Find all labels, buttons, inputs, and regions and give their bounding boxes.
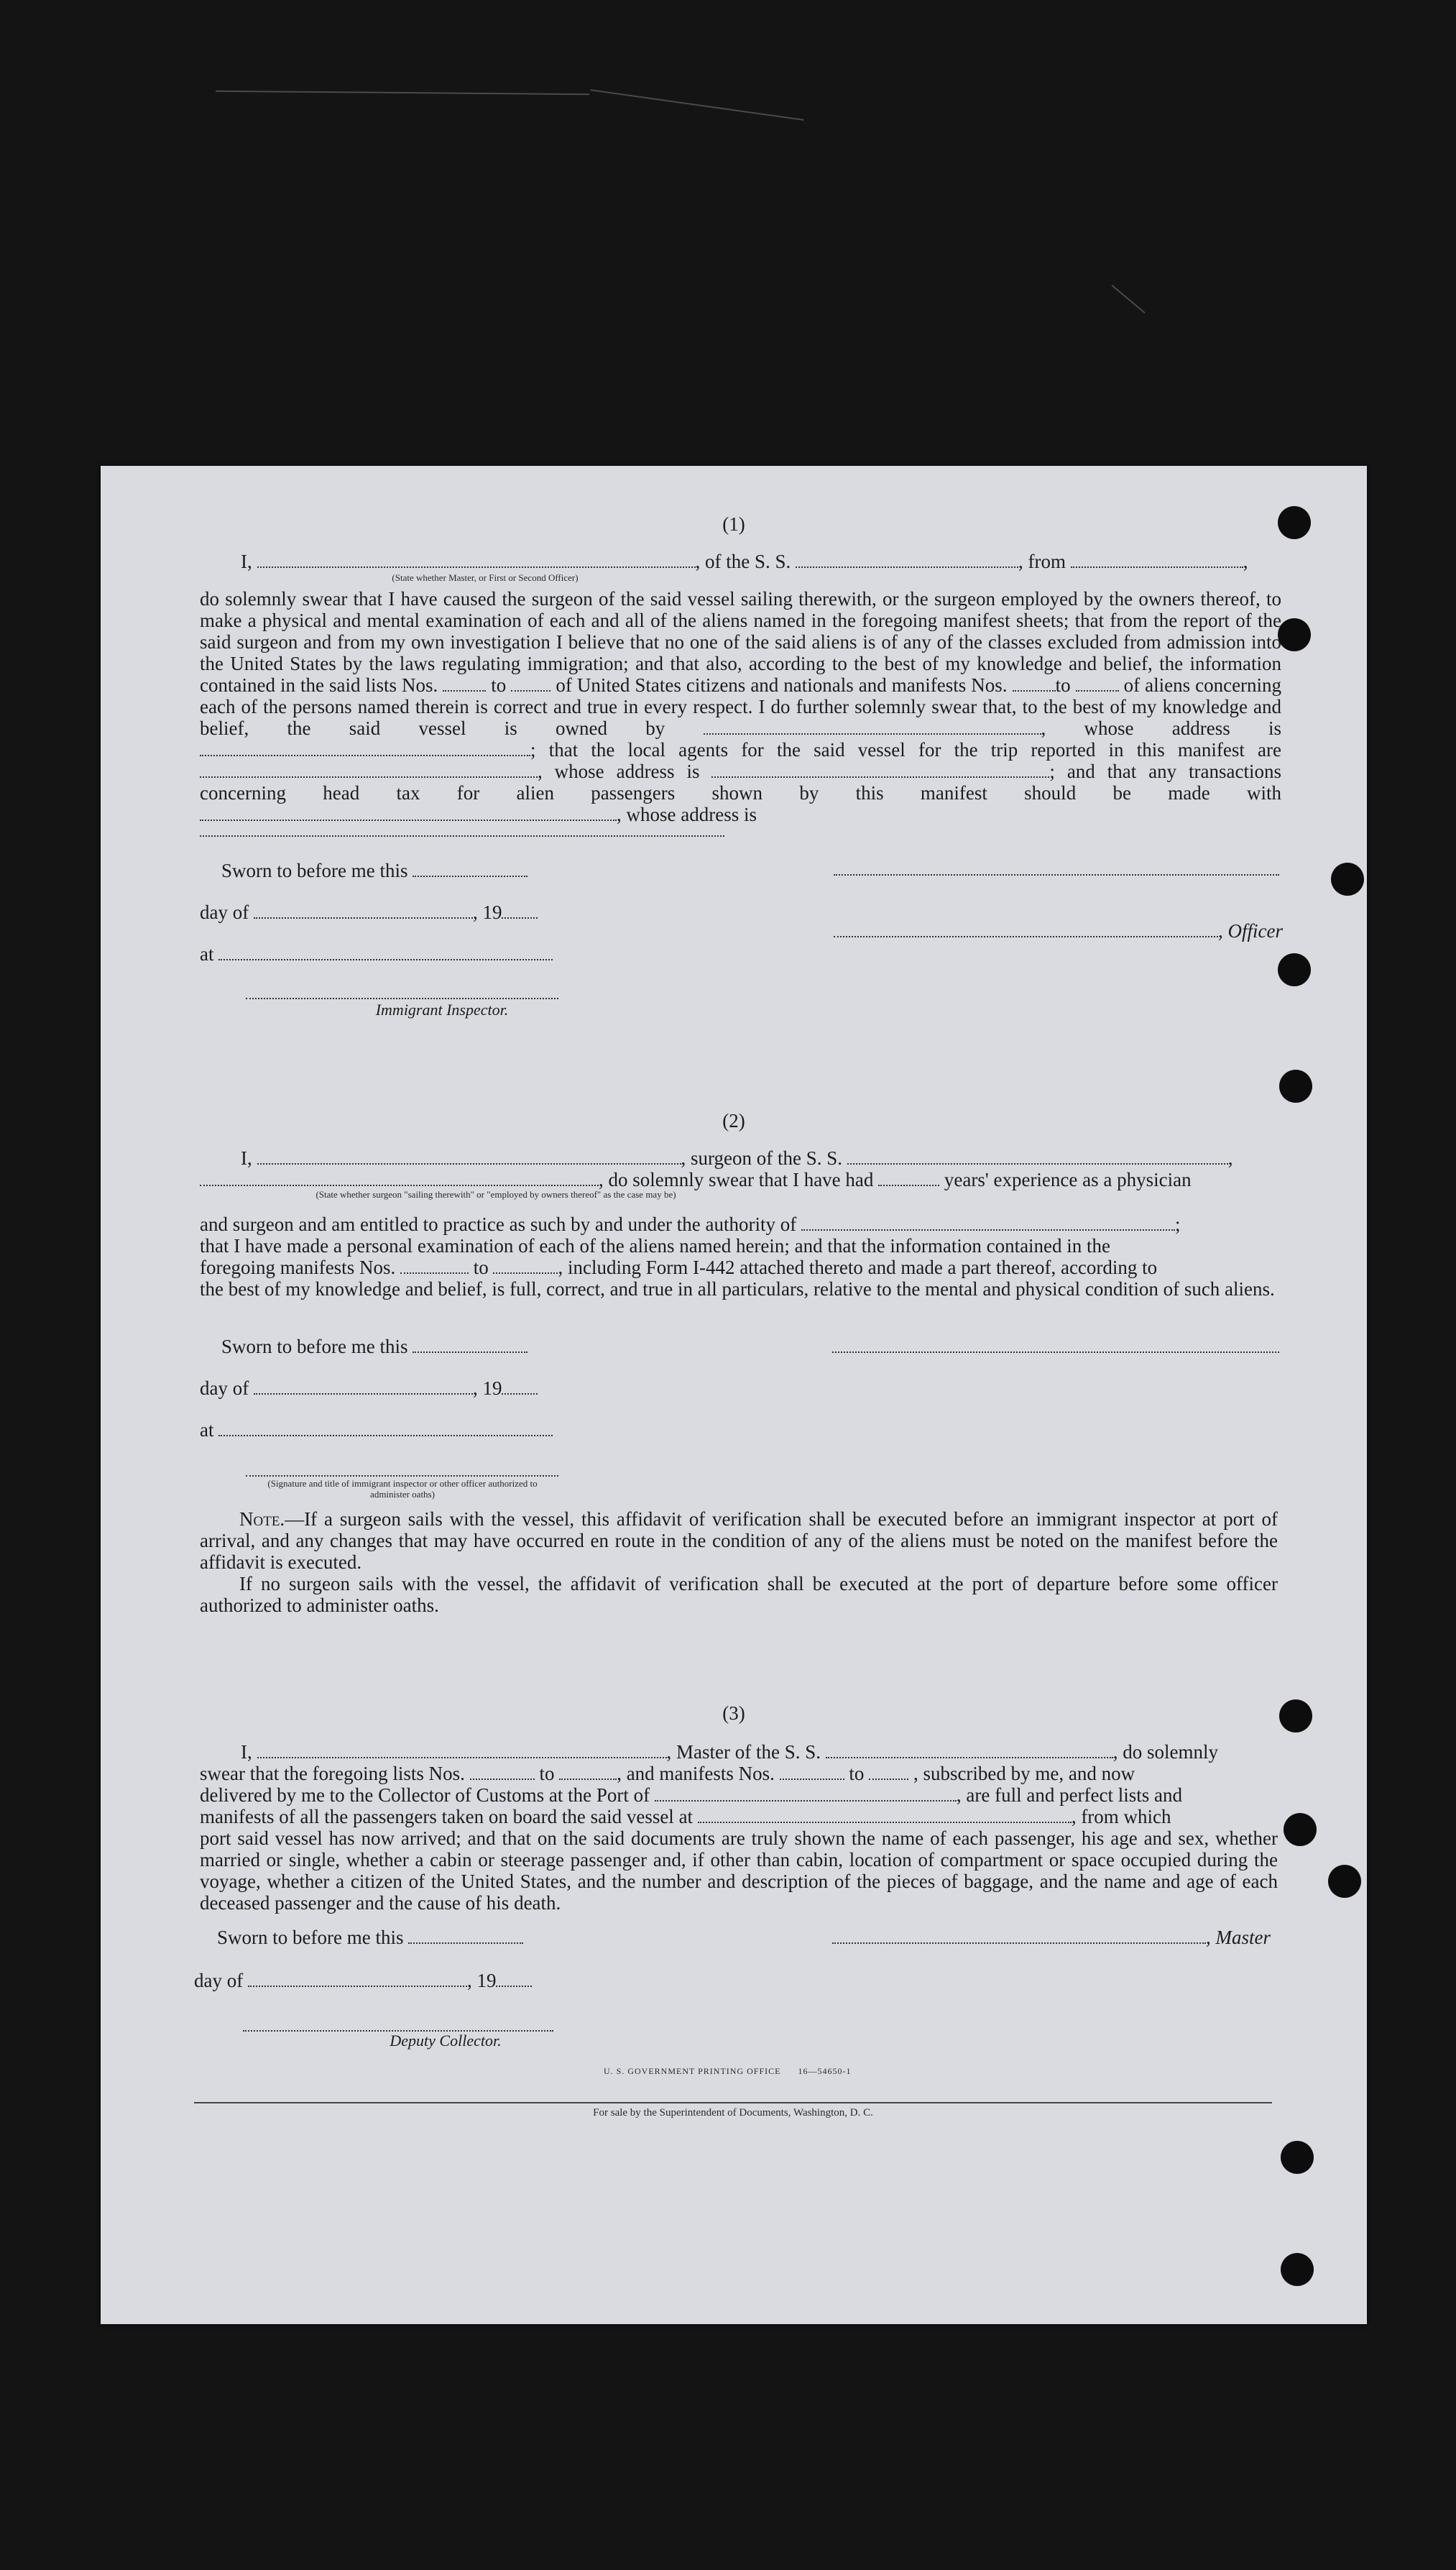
port-from-field[interactable] [1071,552,1243,568]
s3-line2: swear that the foregoing lists Nos. to , and manifests Nos. to , subscribed by me, and now [200,1763,1135,1784]
s1-signature-line[interactable] [834,874,1279,876]
punch-hole [1281,2141,1314,2174]
officer-rank-field[interactable] [257,552,696,568]
s3-lists-to-field[interactable] [559,1764,617,1780]
s1-p4: therein is correct and true in every respect. I do further solemnly swear that, to the best of my knowledge and belief, [200,696,1282,739]
s2-years-field[interactable] [878,1170,939,1186]
s3-day: day of , 19 [194,1970,532,1991]
s1-line1 [241,551,1248,572]
s1-p8a: passengers shown by this manifest should be made with [591,782,1282,804]
s2-p3: foregoing manifests Nos. to , including Form I-442 attached thereto and made a part thereof, according to [200,1257,1158,1278]
s3-year-field[interactable] [496,1971,532,1987]
s3-day-field[interactable] [248,1971,467,1987]
s1-p8b: , whose address is [617,804,757,825]
s2-year-field[interactable] [502,1379,538,1395]
s1-p7a: whose address is [554,761,700,782]
punch-hole [1281,2253,1314,2286]
s2-surgeon-name-field[interactable] [257,1149,681,1165]
s3-port-field[interactable] [655,1786,957,1802]
s3-line4: manifests of all the passengers taken on board the said vessel at , from which [200,1806,1171,1827]
s1-inspector-caption: Immigrant Inspector. [375,1001,509,1019]
s1-l1a: I, [241,551,252,572]
film-scratch [1111,285,1145,313]
s2-note-text: —If a surgeon sails with the vessel, this affidavit of verification shall be executed before an immigrant inspector at port of arrival, and any changes that may have occurred en route in the condition of any of the aliens must be noted on the manifest before the affidavit is executed. [200,1508,1278,1573]
printer-imprint: U. S. GOVERNMENT PRINTING OFFICE 16—54650-1 [604,2066,852,2076]
s1-day-field[interactable] [254,903,473,919]
owner-address-field[interactable] [200,740,530,756]
s1-p6a: that the local agents for the said vessel for the trip reported in this manifest are [548,739,1282,761]
s1-officer-note: (State whether Master, or First or Second Officer) [392,572,579,583]
footer-rule [194,2102,1272,2103]
local-agents-field[interactable] [200,762,538,778]
film-scratch [590,89,803,121]
s1-p1: do solemnly swear that I have caused the surgeon of the said vessel sailing therewith, or the surgeon employed by the owners thereof, to make a physical and mental examination of each and all of the aliens named in the foregoing manifest sheets; that from the report of the said surgeon and from my own investigation I believe that no one of the said aliens is of any of the classes excluded from admission into the United States by the laws regulating immigration; and that also, according to the best of my knowledge and belief, the information contained in the said lists Nos. [200,588,1281,696]
s2-at: at [200,1419,553,1441]
head-tax-party-field[interactable] [200,805,617,821]
manifests-to-field[interactable] [1076,676,1119,692]
s2-manifests-to-field[interactable] [493,1258,558,1274]
s1-to2: to [1055,674,1071,696]
s1-p5b: , whose address is [1041,717,1282,739]
s1-to1: to [491,674,507,696]
vessel-name-field[interactable] [796,552,1018,568]
s2-note-label: Note. [239,1508,285,1530]
s2-signature-line[interactable] [832,1351,1279,1353]
section-1-number: (1) [722,513,745,535]
s1-year-field[interactable] [502,903,538,919]
section-2-number: (2) [722,1110,745,1132]
s1-officer-signature: , Officer [834,920,1283,942]
s1-p5c: ; [530,739,536,761]
manifests-from-field[interactable] [1013,676,1056,692]
s1-sworn: Sworn to before me this [221,860,527,881]
s3-embark-port-field[interactable] [698,1807,1072,1823]
s1-l1c: , from [1018,551,1066,572]
s3-p5: port said vessel has now arrived; and that on the said documents are truly shown the name of each passenger, his age and sex, whether married or single, whether a cabin or steerage passenger and, if other than cabin, location of compartment or space occupied during the voyage, whether a citizen of the United States, and the number and description of the pieces of baggage, and the name and age of each deceased passenger and the cause of his death. [200,1827,1278,1914]
punch-hole [1278,618,1311,651]
s3-vessel-name-field[interactable] [826,1743,1113,1758]
s3-sworn-date-field[interactable] [408,1928,523,1944]
s2-p2: that I have made a personal examination of each of the aliens named herein; and that the information contained in the [200,1235,1111,1257]
film-scratch [216,91,589,96]
s2-at-field[interactable] [218,1421,553,1436]
s3-master-sign-field[interactable] [832,1928,1206,1944]
address-continuation-line[interactable] [200,835,724,837]
section-3-number: (3) [722,1702,745,1724]
s2-day: day of , 19 [200,1377,538,1399]
s3-manifests-from-field[interactable] [780,1764,844,1780]
punch-hole [1331,863,1364,896]
s2-officer-sign-line[interactable] [246,1475,558,1477]
s1-at-field[interactable] [218,945,553,960]
punch-hole [1328,1865,1361,1898]
manifest-affidavit-page [101,466,1367,2324]
s1-p7b: ; and that any transactions concerning head tax for alien [200,761,1281,804]
s1-at: at [200,943,553,965]
s1-p3: of aliens concerning each of the persons named [200,674,1282,717]
s1-sworn-date-field[interactable] [413,861,527,877]
s1-p6b: , [538,761,543,782]
s3-line1: I, , Master of the S. S. , do solemnly [241,1741,1218,1763]
s3-sworn: Sworn to before me this [217,1927,523,1948]
s2-sworn: Sworn to before me this [221,1336,527,1357]
s2-surgeon-status-field[interactable] [200,1170,599,1186]
s2-line2: , do solemnly swear that I have had years' experience as a physician [200,1169,1192,1190]
s1-inspector-sign-line[interactable] [246,998,558,999]
s3-lists-from-field[interactable] [470,1764,535,1780]
s2-authority-field[interactable] [801,1215,1175,1231]
s2-note [200,1508,1278,1573]
s1-p5a: the said vessel is owned by [287,717,665,739]
s2-sworn-date-field[interactable] [413,1337,527,1353]
lists-from-field[interactable] [443,676,486,692]
punch-hole [1278,953,1311,986]
s2-p1: and surgeon and am entitled to practice as such by and under the authority of ; [200,1213,1181,1235]
s3-master-name-field[interactable] [257,1743,667,1758]
s2-sign-caption: (Signature and title of immigrant inspector or other officer authorized to administer oaths) [267,1478,538,1500]
agents-address-field[interactable] [711,762,1049,778]
s1-day: day of , 19 [200,901,538,923]
s1-l1b: , of the S. S. [695,551,791,572]
s3-line3: delivered by me to the Collector of Customs at the Port of , are full and perfect lists and [200,1784,1183,1806]
s2-vessel-name-field[interactable] [847,1149,1228,1165]
punch-hole [1284,1813,1317,1846]
s1-paragraph [200,588,1281,825]
s2-note2: If no surgeon sails with the vessel, the affidavit of verification shall be executed at the port of departure before some officer authorized to administer oaths. [200,1573,1278,1616]
punch-hole [1279,1070,1312,1103]
s2-p4: the best of my knowledge and belief, is full, correct, and true in all particulars, relative to the mental and physical condition of such aliens. [200,1278,1275,1300]
s3-master-signature: , Master [832,1927,1271,1948]
s2-day-field[interactable] [254,1379,473,1395]
owner-field[interactable] [704,719,1041,735]
lists-to-field[interactable] [511,676,550,692]
s1-officer-sign-field[interactable] [834,922,1218,937]
s3-manifests-to-field[interactable] [869,1764,908,1780]
s2-manifests-from-field[interactable] [400,1258,469,1274]
s1-p2: of United States citizens and nationals and manifests Nos. [556,674,1008,696]
footer-sale-note: For sale by the Superintendent of Documents, Washington, D. C. [593,2107,873,2119]
s2-status-note: (State whether surgeon "sailing therewith" or "employed by owners thereof" as the case may be) [315,1189,676,1200]
s3-collector-caption: Deputy Collector. [390,2032,502,2050]
s2-line1: I, , surgeon of the S. S. , [241,1147,1233,1169]
s1-l1d: , [1243,551,1248,572]
